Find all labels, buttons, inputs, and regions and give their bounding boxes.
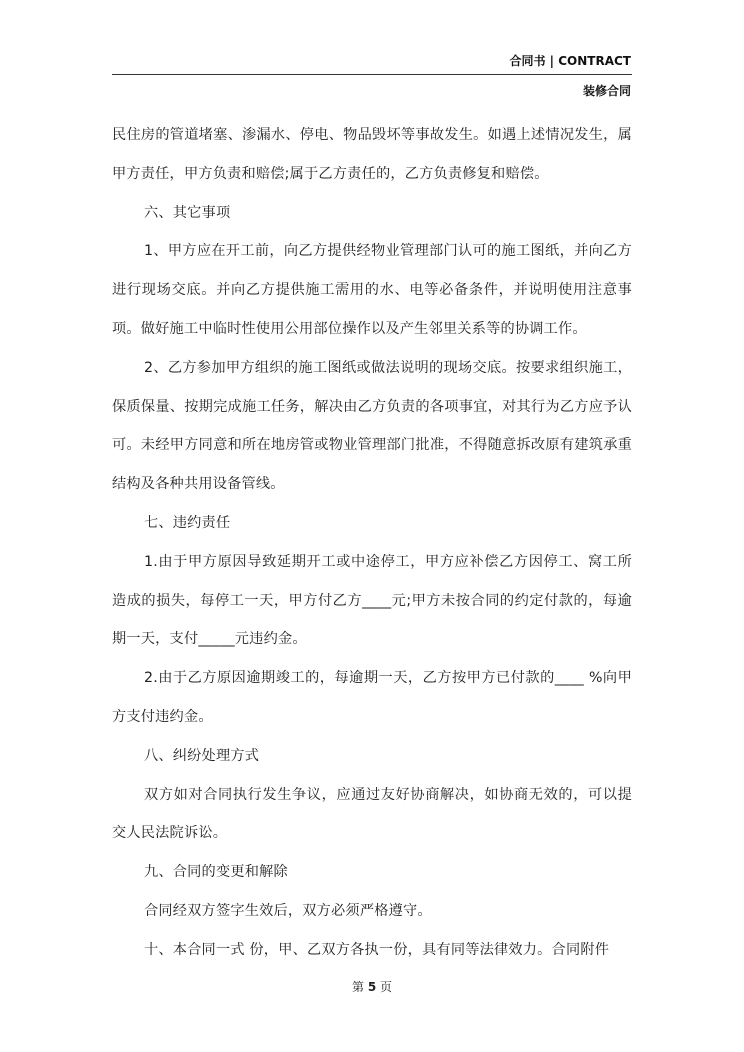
header-title: 合同书 | CONTRACT <box>509 54 631 68</box>
paragraph-dispute: 双方如对合同执行发生争议，应通过友好协商解决，如协商无效的，可以提交人民法院诉讼。 <box>112 786 632 842</box>
paragraph-continuation: 民住房的管道堵塞、渗漏水、停电、物品毁坏等事故发生。如遇上述情况发生，属甲方责任，甲方负责和赔偿;属于乙方责任的，乙方负责修复和赔偿。 <box>112 127 632 182</box>
header-subtitle: 装修合同 <box>582 84 631 98</box>
page-footer <box>0 978 744 995</box>
paragraph-liability-party-b: 2.由于乙方原因逾期竣工的，每逾期一天，乙方按甲方已付款的____ %向甲方支付违约金。 <box>112 670 632 725</box>
section-heading-amendment: 九、合同的变更和解除 <box>144 864 288 881</box>
paragraph-party-a-duties: 1、甲方应在开工前，向乙方提供经物业管理部门认可的施工图纸，并向乙方进行现场交底。并向乙方提供施工需用的水、电等必备条件，并说明使用注意事项。做好施工中临时性使用公用部位操作以及产生邻里关系等的协调工作。 <box>112 243 632 337</box>
paragraph-copies: 十、本合同一式 份，甲、乙双方各执一份，具有同等法律效力。合同附件 <box>144 941 610 958</box>
section-heading-other-matters: 六、其它事项 <box>144 204 231 221</box>
paragraph-party-b-duties: 2、乙方参加甲方组织的施工图纸或做法说明的现场交底。按要求组织施工，保质保量、按期完成施工任务，解决由乙方负责的各项事宜，对其行为乙方应予认可。未经甲方同意和所在地房管或物业管理部门批准，不得随意拆改原有建筑承重结构及各种共用设备管线。 <box>112 359 632 493</box>
paragraph-liability-party-a: 1.由于甲方原因导致延期开工或中途停工，甲方应补偿乙方因停工、窝工所造成的损失，每停工一天，甲方付乙方____元;甲方未按合同的约定付款的，每逾期一天，支付_____元违约金。 <box>112 553 632 648</box>
footer-prefix: 第 <box>351 980 364 994</box>
header-divider <box>112 74 632 75</box>
section-heading-dispute: 八、纠纷处理方式 <box>144 747 260 764</box>
page-number: 5 <box>367 980 377 994</box>
paragraph-amendment: 合同经双方签字生效后，双方必须严格遵守。 <box>144 902 432 919</box>
section-heading-liability: 七、违约责任 <box>144 514 231 531</box>
footer-suffix: 页 <box>380 980 393 994</box>
document-body <box>112 116 632 970</box>
